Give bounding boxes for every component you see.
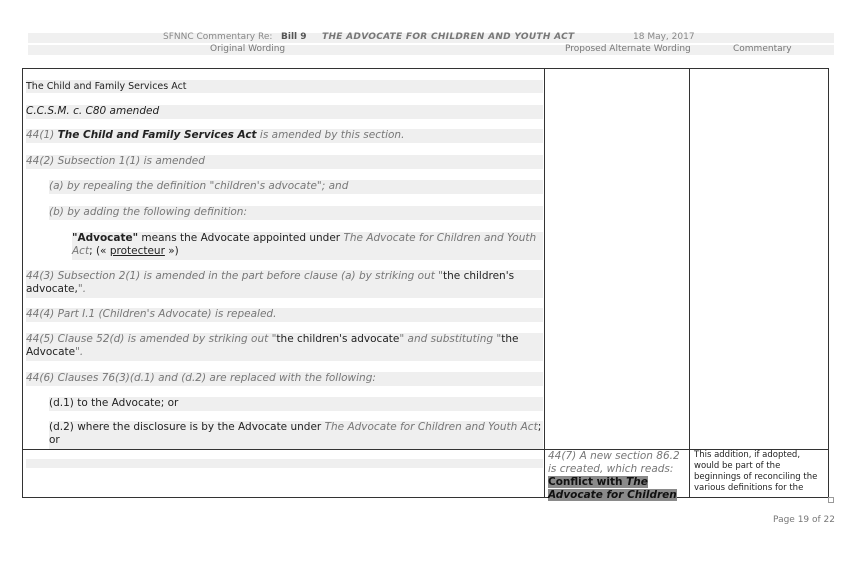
proposed-44-7: 44(7) A new section 86.2 is created, which reads:	[548, 450, 680, 475]
column-divider-1	[544, 69, 545, 497]
table-resize-handle[interactable]	[828, 497, 834, 503]
header-org: SFNNC Commentary Re:	[163, 32, 273, 42]
row-act-name: The Child and Family Services Act	[26, 80, 543, 93]
header-band-2	[28, 45, 834, 55]
row-d2: (d.2) where the disclosure is by the Advocate under The Advocate for Children and Youth Act; or	[49, 421, 543, 449]
comparison-table	[22, 68, 829, 501]
row-44-2-b: (b) by adding the following definition:	[49, 206, 543, 220]
row-44-1: 44(1) The Child and Family Services Act is amended by this section.	[26, 129, 543, 143]
row-44-2-a: (a) by repealing the definition "children's advocate"; and	[49, 180, 543, 194]
row-44-6: 44(6) Clauses 76(3)(d.1) and (d.2) are replaced with the following:	[26, 372, 543, 386]
row-44-4: 44(4) Part I.1 (Children's Advocate) is repealed.	[26, 308, 543, 322]
commentary-text: This addition, if adopted, would be part of the beginnings of reconciling the various definitions for the	[694, 450, 818, 493]
col-commentary-header: Commentary	[733, 44, 792, 54]
header-act-title: THE ADVOCATE FOR CHILDREN AND YOUTH ACT	[322, 32, 575, 42]
row-44-5: 44(5) Clause 52(d) is amended by striking out "the children's advocate" and substituting "the Advocate".	[26, 333, 543, 361]
proposed-heading-highlight: Conflict with The Advocate for Children	[548, 476, 677, 501]
header-bill: Bill 9	[281, 32, 307, 42]
row-ccsm: C.C.S.M. c. C80 amended	[26, 105, 543, 119]
column-divider-2	[689, 69, 690, 497]
header-date: 18 May, 2017	[633, 32, 695, 42]
row-44-2: 44(2) Subsection 1(1) is amended	[26, 155, 543, 169]
page-number: Page 19 of 22	[773, 515, 835, 525]
row-44-3: 44(3) Subsection 2(1) is amended in the part before clause (a) by striking out "the children's advocate,".	[26, 270, 543, 298]
col-original-header: Original Wording	[210, 44, 286, 54]
row-d1: (d.1) to the Advocate; or	[49, 397, 543, 411]
row-empty-band	[26, 459, 543, 468]
row-advocate-definition: "Advocate" means the Advocate appointed under The Advocate for Children and Youth Act; (« protecteur »)	[72, 232, 543, 260]
col-proposed-header: Proposed Alternate Wording	[565, 44, 691, 54]
